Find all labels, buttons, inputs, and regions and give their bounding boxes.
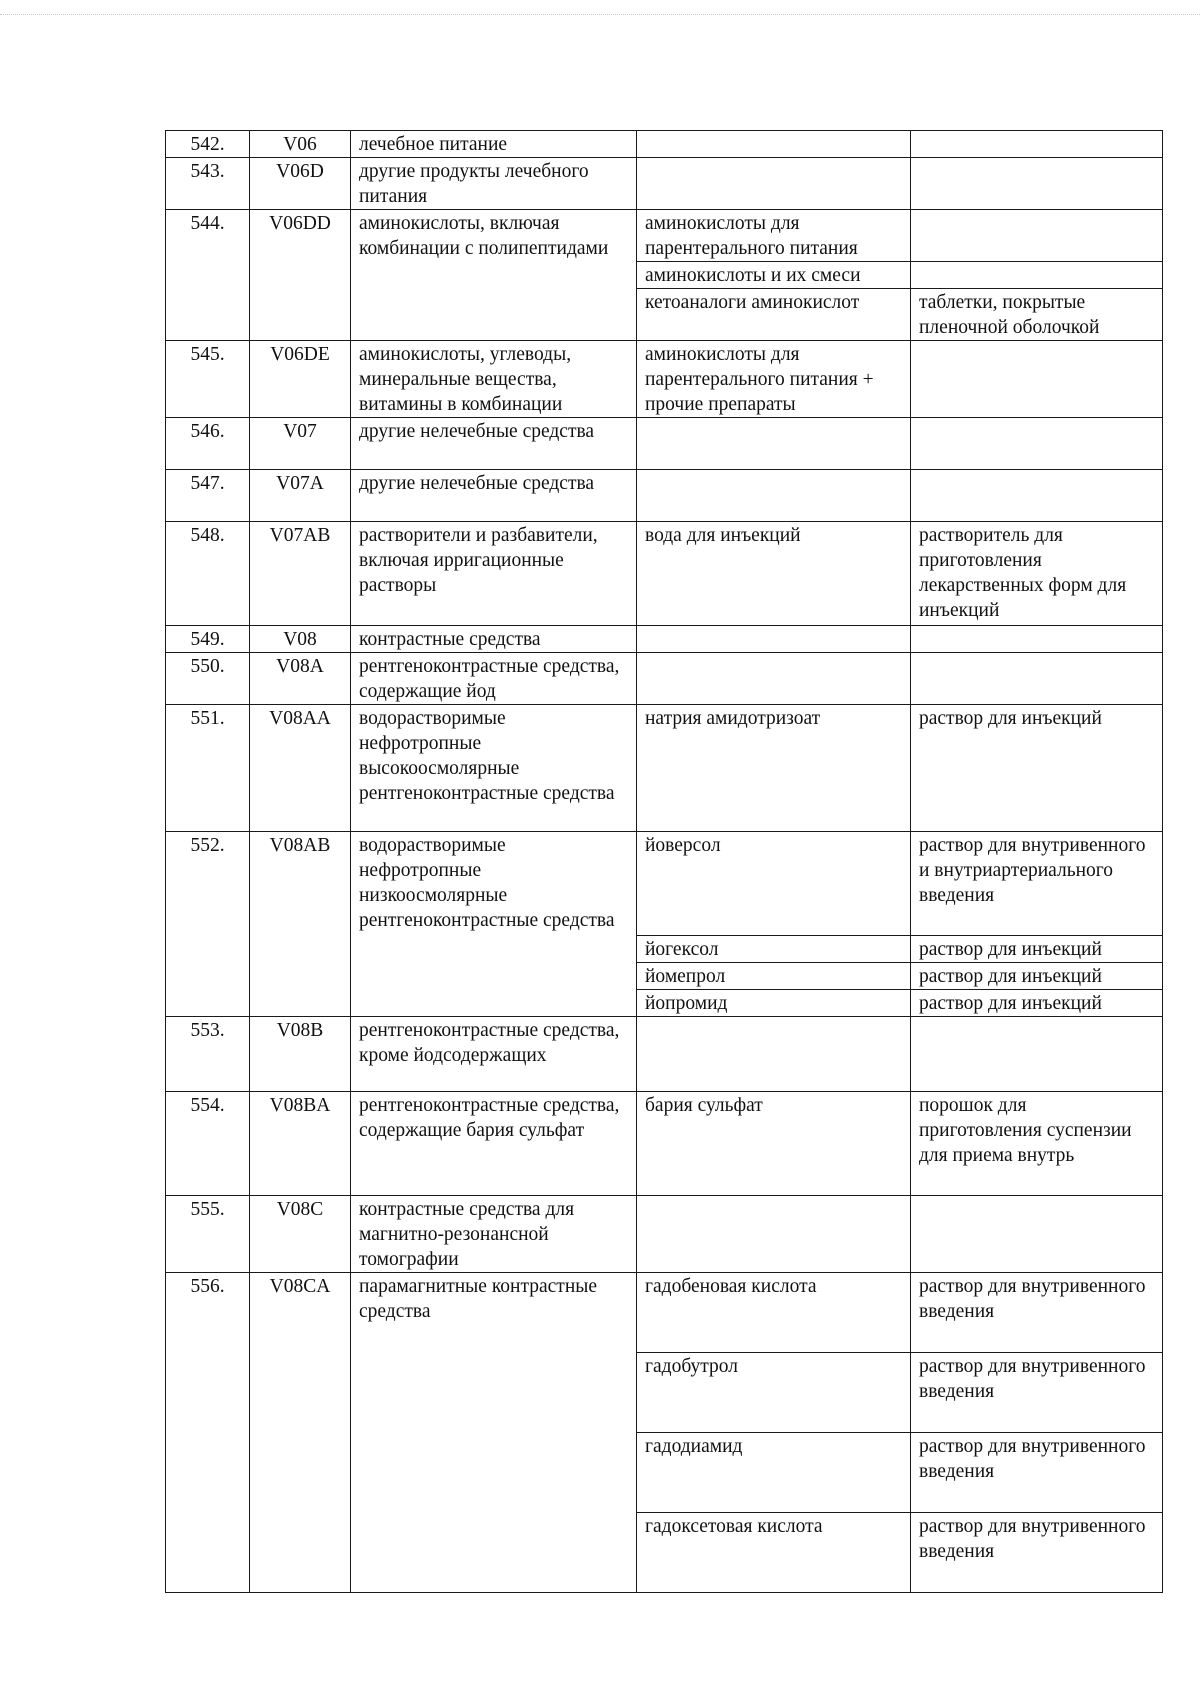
- dosage-form-cell: раствор для инъекций: [911, 990, 1163, 1017]
- table-row: [166, 653, 1163, 705]
- atc-group-cell: водорастворимые нефротропные низкоосмолярные рентгеноконтрастные средства: [351, 832, 637, 1017]
- row-number-cell: 542.: [166, 131, 250, 158]
- atc-group-cell: аминокислоты, углеводы, минеральные вещества, витамины в комбинации: [351, 341, 637, 418]
- dosage-form-cell: раствор для инъекций: [911, 936, 1163, 963]
- dosage-form-cell: раствор для внутривенного введения: [911, 1353, 1163, 1433]
- dosage-form-cell: растворитель для приготовления лекарственных форм для инъекций: [911, 522, 1163, 626]
- atc-code-cell: V06DE: [250, 341, 351, 418]
- atc-code-cell: V08C: [250, 1196, 351, 1273]
- dosage-form-cell: раствор для внутривенного и внутриартериального введения: [911, 832, 1163, 936]
- atc-code-cell: V08AB: [250, 832, 351, 1017]
- row-number-cell: 550.: [166, 653, 250, 705]
- row-number-cell: 547.: [166, 470, 250, 522]
- dosage-form-cell: раствор для инъекций: [911, 963, 1163, 990]
- table-row: [166, 158, 1163, 210]
- table-row: [166, 418, 1163, 470]
- drug-name-cell: йомепрол: [637, 963, 911, 990]
- dosage-form-cell: [911, 341, 1163, 418]
- row-number-cell: 546.: [166, 418, 250, 470]
- drug-list-table: [165, 130, 1163, 1593]
- table-row: [166, 832, 1163, 936]
- row-number-cell: 551.: [166, 705, 250, 832]
- row-number-cell: 543.: [166, 158, 250, 210]
- row-number-cell: 548.: [166, 522, 250, 626]
- drug-name-cell: йопромид: [637, 990, 911, 1017]
- atc-group-cell: растворители и разбавители, включая ирригационные растворы: [351, 522, 637, 626]
- atc-group-cell: рентгеноконтрастные средства, содержащие бария сульфат: [351, 1092, 637, 1196]
- table-body: [166, 131, 1163, 1593]
- dosage-form-cell: [911, 131, 1163, 158]
- atc-group-cell: парамагнитные контрастные средства: [351, 1273, 637, 1593]
- drug-name-cell: [637, 158, 911, 210]
- dosage-form-cell: таблетки, покрытые пленочной оболочкой: [911, 289, 1163, 341]
- drug-name-cell: гадоксетовая кислота: [637, 1513, 911, 1593]
- dosage-form-cell: [911, 653, 1163, 705]
- drug-name-cell: [637, 1196, 911, 1273]
- atc-code-cell: V06: [250, 131, 351, 158]
- table-row: [166, 1196, 1163, 1273]
- atc-group-cell: лечебное питание: [351, 131, 637, 158]
- row-number-cell: 544.: [166, 210, 250, 341]
- row-number-cell: 545.: [166, 341, 250, 418]
- atc-code-cell: V07A: [250, 470, 351, 522]
- row-number-cell: 554.: [166, 1092, 250, 1196]
- drug-name-cell: гадобеновая кислота: [637, 1273, 911, 1353]
- atc-group-cell: контрастные средства для магнитно-резонансной томографии: [351, 1196, 637, 1273]
- atc-code-cell: V07: [250, 418, 351, 470]
- atc-code-cell: V08: [250, 626, 351, 653]
- dosage-form-cell: [911, 158, 1163, 210]
- atc-group-cell: аминокислоты, включая комбинации с полипептидами: [351, 210, 637, 341]
- drug-name-cell: йоверсол: [637, 832, 911, 936]
- atc-group-cell: другие нелечебные средства: [351, 418, 637, 470]
- drug-name-cell: аминокислоты для парентерального питания + прочие препараты: [637, 341, 911, 418]
- table-row: [166, 1017, 1163, 1092]
- atc-group-cell: другие продукты лечебного питания: [351, 158, 637, 210]
- table-row: [166, 470, 1163, 522]
- atc-code-cell: V08AA: [250, 705, 351, 832]
- table-row: [166, 1092, 1163, 1196]
- table-row: [166, 210, 1163, 262]
- dosage-form-cell: [911, 210, 1163, 262]
- atc-code-cell: V06D: [250, 158, 351, 210]
- dosage-form-cell: раствор для внутривенного введения: [911, 1513, 1163, 1593]
- atc-code-cell: V08BA: [250, 1092, 351, 1196]
- drug-name-cell: [637, 131, 911, 158]
- atc-group-cell: рентгеноконтрастные средства, кроме йодсодержащих: [351, 1017, 637, 1092]
- row-number-cell: 549.: [166, 626, 250, 653]
- drug-name-cell: аминокислоты и их смеси: [637, 262, 911, 289]
- atc-code-cell: V08CA: [250, 1273, 351, 1593]
- drug-name-cell: [637, 470, 911, 522]
- dosage-form-cell: [911, 470, 1163, 522]
- drug-name-cell: [637, 653, 911, 705]
- atc-group-cell: водорастворимые нефротропные высокоосмолярные рентгеноконтрастные средства: [351, 705, 637, 832]
- atc-group-cell: рентгеноконтрастные средства, содержащие йод: [351, 653, 637, 705]
- atc-code-cell: V07AB: [250, 522, 351, 626]
- row-number-cell: 555.: [166, 1196, 250, 1273]
- drug-name-cell: вода для инъекций: [637, 522, 911, 626]
- dosage-form-cell: [911, 626, 1163, 653]
- table-row: [166, 1273, 1163, 1353]
- table-row: [166, 131, 1163, 158]
- table-row: [166, 522, 1163, 626]
- atc-code-cell: V08B: [250, 1017, 351, 1092]
- atc-code-cell: V08A: [250, 653, 351, 705]
- drug-name-cell: натрия амидотризоат: [637, 705, 911, 832]
- dosage-form-cell: раствор для инъекций: [911, 705, 1163, 832]
- drug-name-cell: бария сульфат: [637, 1092, 911, 1196]
- dosage-form-cell: [911, 1017, 1163, 1092]
- drug-name-cell: гадодиамид: [637, 1433, 911, 1513]
- dosage-form-cell: раствор для внутривенного введения: [911, 1433, 1163, 1513]
- dosage-form-cell: раствор для внутривенного введения: [911, 1273, 1163, 1353]
- dosage-form-cell: [911, 1196, 1163, 1273]
- drug-name-cell: гадобутрол: [637, 1353, 911, 1433]
- table-row: [166, 341, 1163, 418]
- drug-name-cell: аминокислоты для парентерального питания: [637, 210, 911, 262]
- dosage-form-cell: [911, 418, 1163, 470]
- drug-name-cell: [637, 418, 911, 470]
- atc-group-cell: другие нелечебные средства: [351, 470, 637, 522]
- atc-group-cell: контрастные средства: [351, 626, 637, 653]
- drug-name-cell: йогексол: [637, 936, 911, 963]
- row-number-cell: 553.: [166, 1017, 250, 1092]
- drug-name-cell: кетоаналоги аминокислот: [637, 289, 911, 341]
- atc-code-cell: V06DD: [250, 210, 351, 341]
- drug-name-cell: [637, 1017, 911, 1092]
- row-number-cell: 556.: [166, 1273, 250, 1593]
- dosage-form-cell: порошок для приготовления суспензии для приема внутрь: [911, 1092, 1163, 1196]
- scan-edge-line: [0, 14, 1200, 15]
- table-row: [166, 626, 1163, 653]
- dosage-form-cell: [911, 262, 1163, 289]
- table-row: [166, 705, 1163, 832]
- drug-name-cell: [637, 626, 911, 653]
- row-number-cell: 552.: [166, 832, 250, 1017]
